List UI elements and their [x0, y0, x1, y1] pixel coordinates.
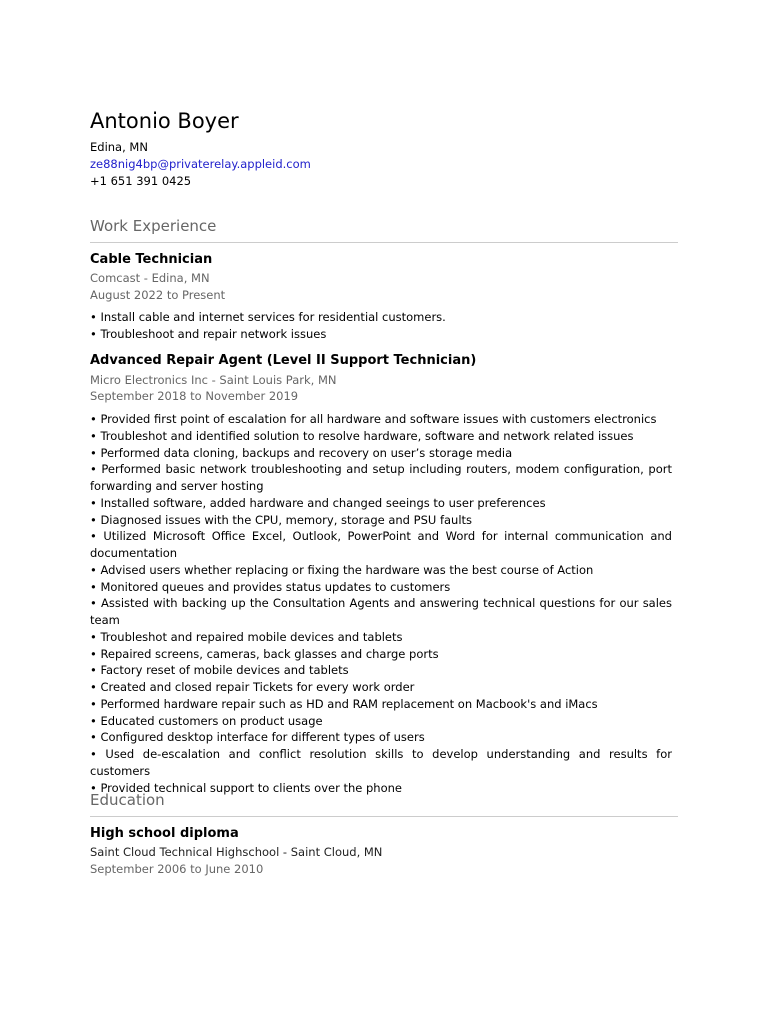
job-dates: September 2018 to November 2019 — [90, 389, 299, 403]
education-dates: September 2006 to June 2010 — [90, 862, 264, 876]
school-location — [90, 844, 382, 860]
job-title: Advanced Repair Agent (Level II Support Technician) — [90, 353, 477, 368]
education-heading: Education — [90, 791, 165, 809]
phone: +1 651 391 0425 — [90, 174, 192, 188]
list-item: • Created and closed repair Tickets for every work order — [90, 680, 415, 694]
location: Edina, MN — [90, 140, 148, 154]
job-bullets — [90, 309, 672, 343]
school-location-text: Saint Cloud, MN — [290, 845, 383, 859]
list-item: • Assisted with backing up the Consultation Agents and answering technical questions for our sales team — [90, 596, 672, 627]
email-link[interactable]: ze88nig4bp@privaterelay.appleid.com — [90, 157, 311, 171]
list-item: • Installed software, added hardware and changed seeings to user preferences — [90, 495, 546, 510]
candidate-name: Antonio Boyer — [90, 109, 239, 133]
list-item: • Monitored queues and provides status updates to customers — [90, 579, 451, 594]
list-item: • Factory reset of mobile devices and tablets — [90, 663, 349, 678]
degree-title: High school diploma — [90, 826, 239, 841]
list-item: • Configured desktop interface for different types of users — [90, 730, 425, 745]
list-item: • Repaired screens, cameras, back glasses and charge ports — [90, 646, 439, 661]
work-experience-heading: Work Experience — [90, 217, 217, 235]
section-divider — [90, 816, 678, 817]
list-item: • Troubleshot and identified solution to resolve hardware, software and network related issues — [90, 428, 634, 443]
job-location: Saint Louis Park, MN — [219, 373, 337, 387]
list-item: • Used de-escalation and conflict resolution skills to develop understanding and results for customers — [90, 747, 672, 778]
job-company-location — [90, 372, 336, 388]
list-item: • Performed basic network troubleshooting and setup including routers, modem configuration, port forwarding and server hosting — [90, 462, 672, 493]
job-bullets — [90, 411, 672, 796]
email-line — [90, 156, 311, 172]
job-company: Comcast — [90, 271, 141, 285]
section-divider — [90, 242, 678, 243]
job-dates: August 2022 to Present — [90, 288, 226, 302]
job-title: Cable Technician — [90, 252, 213, 267]
list-item: • Install cable and internet services for residential customers. — [90, 310, 446, 324]
job-location: Edina, MN — [151, 271, 210, 285]
list-item: • Diagnosed issues with the CPU, memory, storage and PSU faults — [90, 512, 473, 527]
list-item: • Advised users whether replacing or fixing the hardware was the best course of Action — [90, 562, 594, 577]
separator: - — [282, 845, 291, 859]
list-item: • Provided first point of escalation for all hardware and software issues with customers electronics — [90, 412, 657, 426]
job-company: Micro Electronics Inc — [90, 373, 208, 387]
list-item: • Performed data cloning, backups and recovery on user’s storage media — [90, 445, 513, 460]
list-item: • Provided technical support to clients over the phone — [90, 780, 402, 795]
list-item: • Educated customers on product usage — [90, 713, 323, 728]
school-name: Saint Cloud Technical Highschool — [90, 845, 280, 859]
list-item: • Utilized Microsoft Office Excel, Outlook, PowerPoint and Word for internal communication and documentation — [90, 529, 672, 560]
list-item: • Performed hardware repair such as HD and RAM replacement on Macbook's and iMacs — [90, 696, 598, 711]
list-item: • Troubleshot and repaired mobile devices and tablets — [90, 629, 403, 644]
separator: - — [143, 271, 152, 285]
job-company-location — [90, 270, 210, 286]
separator: - — [211, 373, 220, 387]
list-item: • Troubleshoot and repair network issues — [90, 326, 327, 341]
